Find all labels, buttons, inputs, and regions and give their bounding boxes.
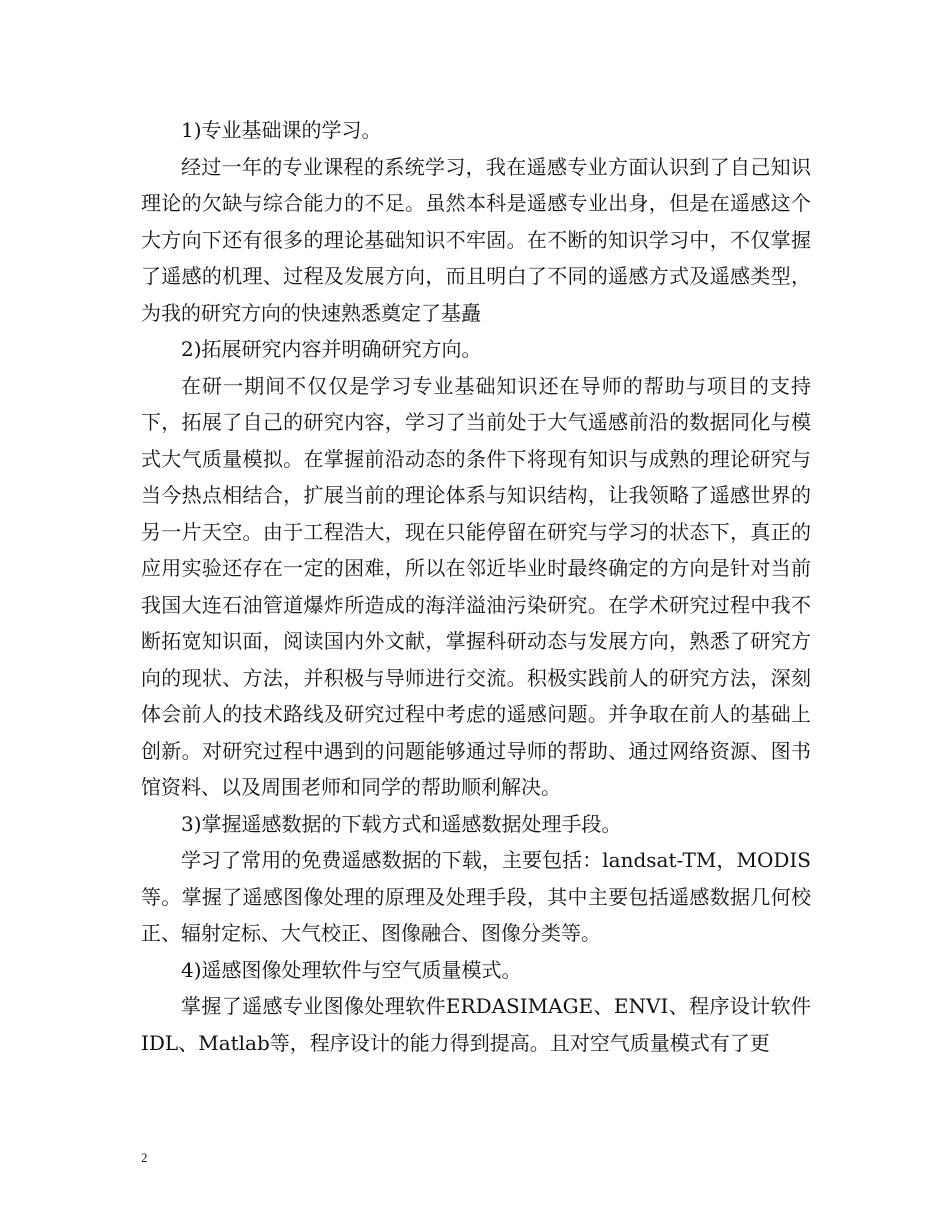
paragraph-heading-1: 1)专业基础课的学习。 [181,118,382,142]
paragraph-body-2: 在研一期间不仅仅是学习专业基础知识还在导师的帮助与项目的支持下，拓展了自己的研究内容，学习了当前处于大气遥感前沿的数据同化与模式大气质量模拟。在掌握前沿动态的条件下将现有知识与成熟的理论研究与当今热点相结合，扩展当前的理论体系与知识结构，让我领略了遥感世界的另一片天空。由于工程浩大，现在只能停留在研究与学习的状态下，真正的应用实验还存在一定的困难，所以在邻近毕业时最终确定的方向是针对当前我国大连石油管道爆炸所造成的海洋溢油污染研究。在学术研究过程中我不断拓宽知识面，阅读国内外文献，掌握科研动态与发展方向，熟悉了研究方向的现状、方法，并积极与导师进行交流。积极实践前人的研究方法，深刻体会前人的技术路线及研究过程中考虑的遥感问题。并争取在前人的基础上创新。对研究过程中遇到的问题能够通过导师的帮助、通过网络资源、图书馆资料、以及周围老师和同学的帮助顺利解决。 [141,373,811,799]
paragraph-heading-4: 4)遥感图像处理软件与空气质量模式。 [181,957,522,982]
paragraph-body-3: 学习了常用的免费遥感数据的下载，主要包括：landsat-TM，MODIS等。掌握了遥感图像处理的原理及处理手段，其中主要包括遥感数据几何校正、辐射定标、大气校正、图像融合、图像分类等。 [141,848,811,945]
paragraph-body-1: 经过一年的专业课程的系统学习，我在遥感专业方面认识到了自己知识理论的欠缺与综合能力的不足。虽然本科是遥感专业出身，但是在遥感这个大方向下还有很多的理论基础知识不牢固。在不断的知识学习中，不仅掌握了遥感的机理、过程及发展方向，而且明白了不同的遥感方式及遥感类型，为我的研究方向的快速熟悉奠定了基矗 [141,154,811,325]
paragraph-heading-3: 3)掌握遥感数据的下载方式和遥感数据处理手段。 [181,811,622,836]
document-body [141,112,811,1061]
paragraph-body-4: 掌握了遥感专业图像处理软件ERDASIMAGE、ENVI、程序设计软件IDL、Matlab等，程序设计的能力得到提高。且对空气质量模式有了更 [141,994,811,1055]
page-number: 2 [141,1150,148,1165]
paragraph-heading-2: 2)拓展研究内容并明确研究方向。 [181,337,482,361]
